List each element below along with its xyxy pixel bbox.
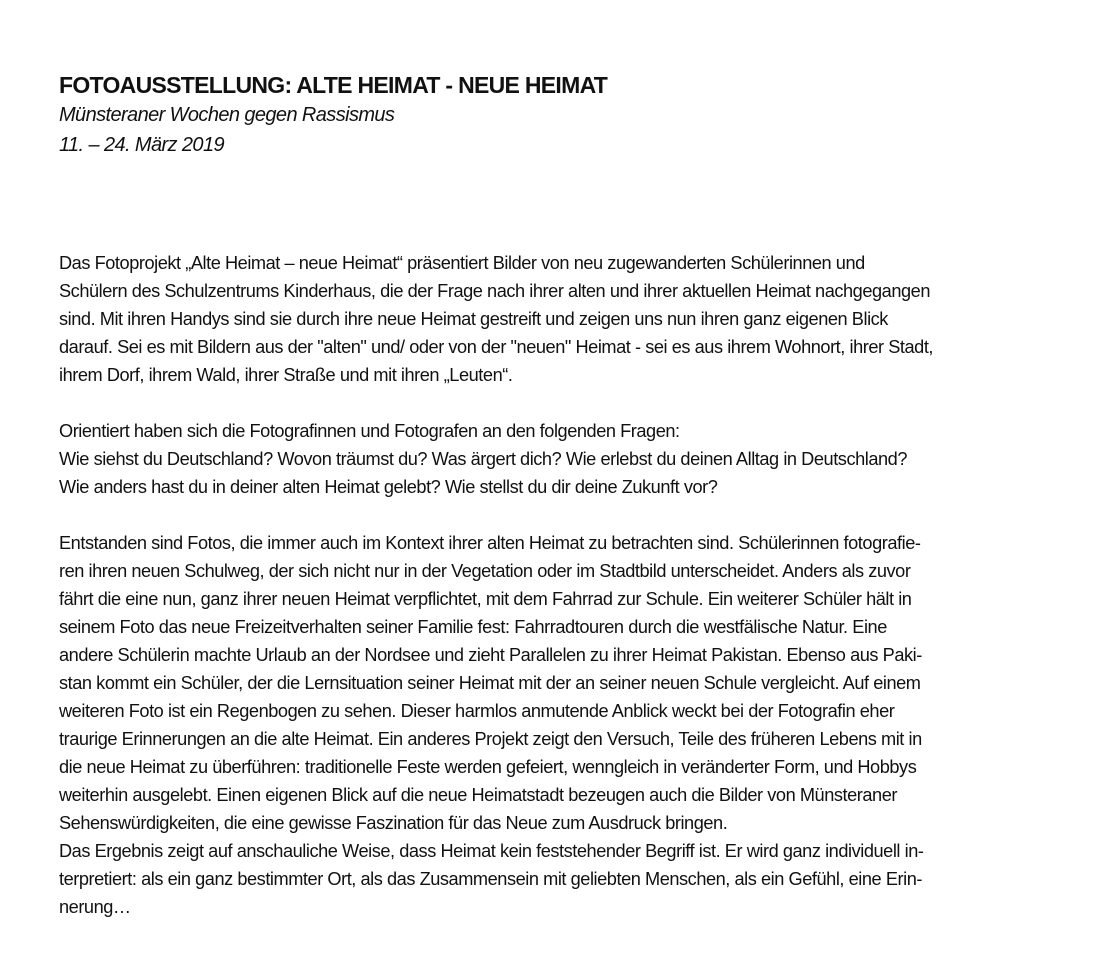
- page-title: FOTOAUSSTELLUNG: ALTE HEIMAT - NEUE HEIMAT: [59, 72, 608, 98]
- text-line: darauf. Sei es mit Bildern aus der "alten" und/ oder von der "neuen" Heimat - sei es aus ihrem Wohnort, ihrer Stadt,: [59, 337, 934, 357]
- text-line: Wie anders hast du in deiner alten Heimat gelebt? Wie stellst du dir deine Zukunft vor?: [59, 477, 718, 497]
- text-line: terpretiert: als ein ganz bestimmter Ort, als das Zusammensein mit geliebten Menschen, als ein Gefühl, eine Erin-: [59, 869, 922, 889]
- text-line: Orientiert haben sich die Fotografinnen und Fotografen an den folgenden Fragen:: [59, 421, 680, 441]
- text-line: ihrem Dorf, ihrem Wald, ihrer Straße und mit ihren „Leuten“.: [59, 365, 513, 385]
- text-line: die neue Heimat zu überführen: traditionelle Feste werden gefeiert, wenngleich in veränderter Form, und Hobbys: [59, 757, 917, 777]
- document-header: [59, 70, 1059, 160]
- paragraph-spacer: [59, 501, 1069, 529]
- text-line: Schülern des Schulzentrums Kinderhaus, die der Frage nach ihrer alten und ihrer aktuellen Heimat nachgegangen: [59, 281, 930, 301]
- text-line: traurige Erinnerungen an die alte Heimat. Ein anderes Projekt zeigt den Versuch, Teile des früheren Lebens mit in: [59, 729, 922, 749]
- text-line: Wie siehst du Deutschland? Wovon träumst du? Was ärgert dich? Wie erlebst du deinen Alltag in Deutschland?: [59, 449, 908, 469]
- text-line: Das Fotoprojekt „Alte Heimat – neue Heimat“ präsentiert Bilder von neu zugewanderten Schülerinnen und: [59, 253, 865, 273]
- text-line: nerung…: [59, 897, 131, 917]
- page-subtitle: Münsteraner Wochen gegen Rassismus: [59, 104, 395, 126]
- paragraph-conclusion: [59, 837, 1069, 921]
- paragraph-spacer: [59, 389, 1069, 417]
- text-line: weiteren Foto ist ein Regenbogen zu sehen. Dieser harmlos anmutende Anblick weckt bei der Fotografin eher: [59, 701, 895, 721]
- paragraph-questions: [59, 417, 1069, 501]
- text-line: sind. Mit ihren Handys sind sie durch ihre neue Heimat gestreift und zeigen uns nun ihren ganz eigenen Blick: [59, 309, 888, 329]
- text-line: Sehenswürdigkeiten, die eine gewisse Faszination für das Neue zum Ausdruck bringen.: [59, 813, 728, 833]
- text-line: Das Ergebnis zeigt auf anschauliche Weise, dass Heimat kein feststehender Begriff ist. Er wird ganz individuell in-: [59, 841, 924, 861]
- text-line: Entstanden sind Fotos, die immer auch im Kontext ihrer alten Heimat zu betrachten sind. Schülerinnen fotografie-: [59, 533, 921, 553]
- text-line: ren ihren neuen Schulweg, der sich nicht nur in der Vegetation oder im Stadtbild unterscheidet. Anders als zuvor: [59, 561, 911, 581]
- text-line: andere Schülerin machte Urlaub an der Nordsee und zieht Parallelen zu ihrer Heimat Pakistan. Ebenso aus Paki-: [59, 645, 922, 665]
- text-line: stan kommt ein Schüler, der die Lernsituation seiner Heimat mit der an seiner neuen Schule vergleicht. Auf einem: [59, 673, 921, 693]
- text-line: weiterhin ausgelebt. Einen eigenen Blick auf die neue Heimatstadt bezeugen auch die Bilder von Münsteraner: [59, 785, 897, 805]
- text-line: fährt die eine nun, ganz ihrer neuen Heimat verpflichtet, mit dem Fahrrad zur Schule. Ein weiterer Schüler hält in: [59, 589, 912, 609]
- text-line: seinem Foto das neue Freizeitverhalten seiner Familie fest: Fahrradtouren durch die westfälische Natur. Eine: [59, 617, 887, 637]
- document-body: [59, 249, 1069, 921]
- paragraph-intro: [59, 249, 1069, 389]
- paragraph-photos: [59, 529, 1069, 837]
- event-dates: 11. – 24. März 2019: [59, 134, 225, 156]
